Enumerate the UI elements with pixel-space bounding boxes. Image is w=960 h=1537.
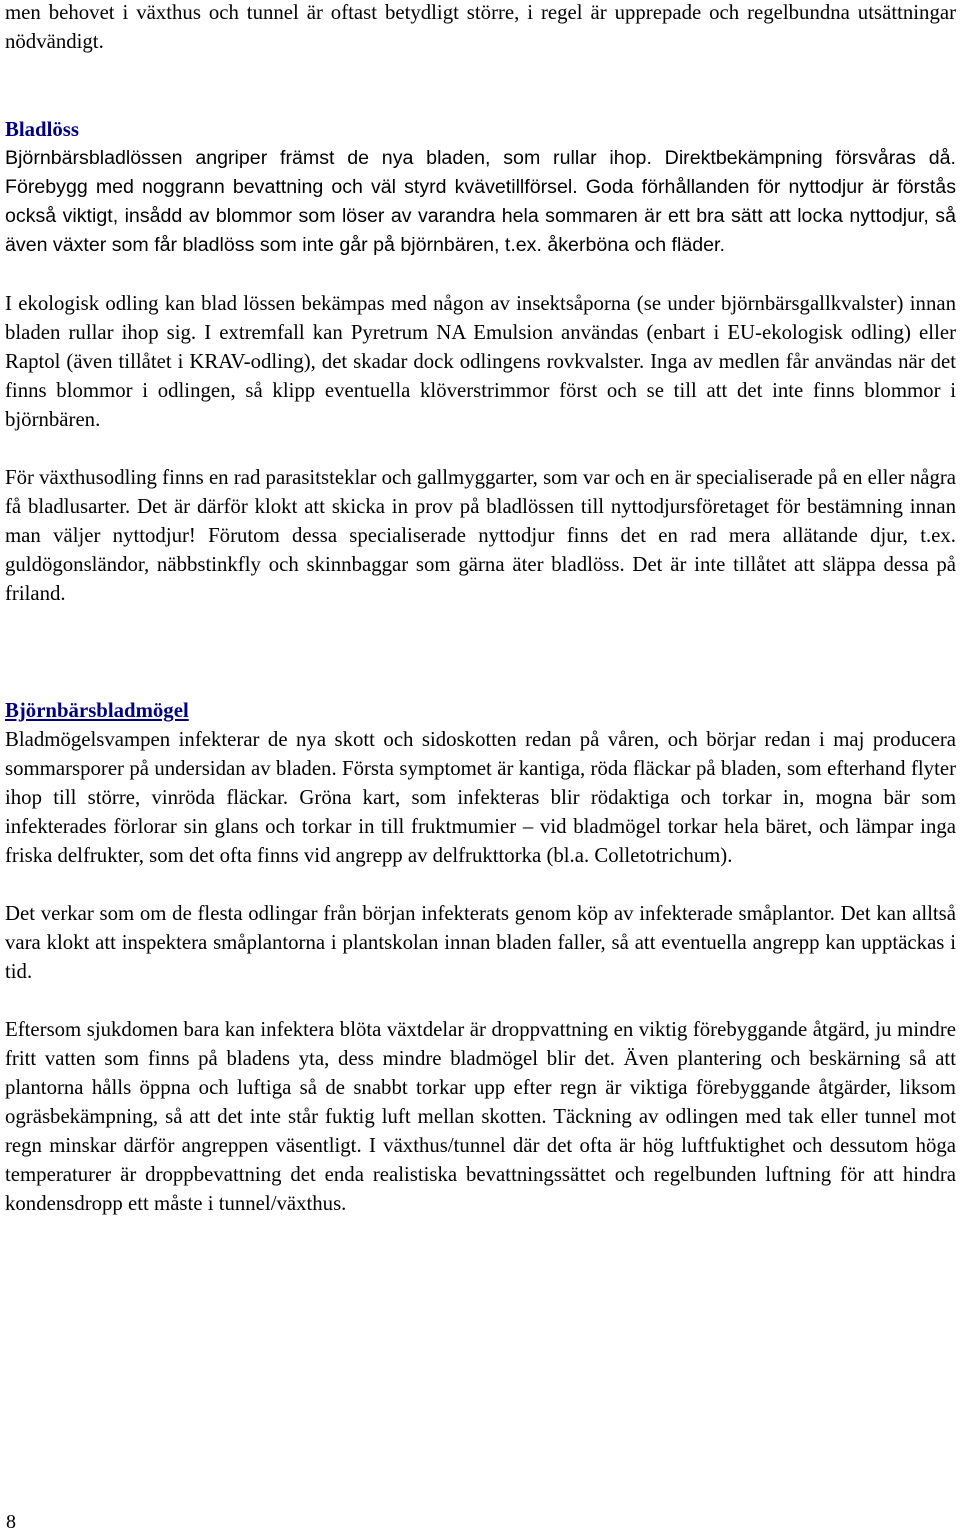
page-number: 8 bbox=[6, 1511, 16, 1533]
paragraph-bladloss-prevention: Björnbärsbladlössen angriper främst de nya bladen, som rullar ihop. Direktbekämpning försvåras då. Förebygg med noggrann bevattning och väl styrd kvävetillförsel. Goda förhållanden för nyttodjur är förstås också viktigt, insådd av blommor som löser av varandra hela sommaren är ett bra sätt att locka nyttodjur, så även växter som får bladlöss som inte går på björnbären, t.ex. åkerböna och fläder. bbox=[5, 147, 956, 256]
section-heading-bladloss: Bladlöss bbox=[5, 118, 79, 141]
paragraph-bladloss-organic: I ekologisk odling kan blad lössen bekämpas med någon av insektsåporna (se under björnbärsgallkvalster) innan bladen rullar ihop sig. I extremfall kan Pyretrum NA Emulsion användas (enbart i EU-ekologisk odling) eller Raptol (även tillåtet i KRAV-odling), det skadar dock odlingens rovkvalster. Inga av medlen får användas när det finns blommor i odlingen, så klipp eventuella klöverstrimmor först och se till att det inte finns blommor i björnbären. bbox=[5, 292, 956, 431]
document-page bbox=[5, 0, 956, 1218]
section-heading-bladmogel: Björnbärsbladmögel bbox=[5, 699, 189, 722]
paragraph-bladmogel-prevention: Eftersom sjukdomen bara kan infektera blöta växtdelar är droppvattning en viktig förebyggande åtgärd, ju mindre fritt vatten som finns på bladens yta, dess mindre bladmögel blir det. Även plantering och beskärning så att plantorna hålls öppna och luftiga så de snabbt torkar upp efter regn är viktiga förebyggande åtgärder, liksom ogräsbekämpning, så att det inte står fuktig luft mellan skotten. Täckning av odlingen med tak eller tunnel mot regn minskar därför angreppen väsentligt. I växthus/tunnel där det ofta är hög luftfuktighet och dessutom höga temperaturer är droppbevattning det enda realistiska bevattningssättet och regelbunden luftning för att hindra kondensdropp ett måste i tunnel/växthus. bbox=[5, 1018, 956, 1215]
paragraph-bladloss-greenhouse: För växthusodling finns en rad parasitsteklar och gallmyggarter, som var och en är specialiserade på en eller några få bladlusarter. Det är därför klokt att skicka in prov på bladlössen till nyttodjursföretaget för bestämning innan man väljer nyttodjur! Förutom dessa specialiserade nyttodjur finns det en rad mera allätande djur, t.ex. guldögonsländor, näbbstinkfly och skinnbaggar som gärna äter bladlöss. Det är inte tillåtet att släppa dessa på friland. bbox=[5, 466, 956, 605]
paragraph-bladmogel-infection: Det verkar som om de flesta odlingar från början infekterats genom köp av infekterade småplantor. Det kan alltså vara klokt att inspektera småplantorna i plantskolan innan bladen faller, så att eventuella angrepp kan upptäckas i tid. bbox=[5, 902, 956, 983]
intro-paragraph: men behovet i växthus och tunnel är oftast betydligt större, i regel är upprepade och regelbundna utsättningar nödvändigt. bbox=[5, 1, 956, 53]
paragraph-bladmogel-symptoms: Bladmögelsvampen infekterar de nya skott och sidoskotten redan på våren, och börjar redan i maj producera sommarsporer på undersidan av bladen. Första symptomet är kantiga, röda fläckar på bladen, som efterhand flyter ihop till större, vinröda fläckar. Gröna kart, som infekteras blir rödaktiga och torkar in, mogna bär som infekterades förlorar sin glans och torkar in till fruktmumier – vid bladmögel torkar hela bäret, och lämpar inga friska delfrukter, som det ofta finns vid angrepp av delfrukttorka (bl.a. Colletotrichum). bbox=[5, 728, 956, 867]
